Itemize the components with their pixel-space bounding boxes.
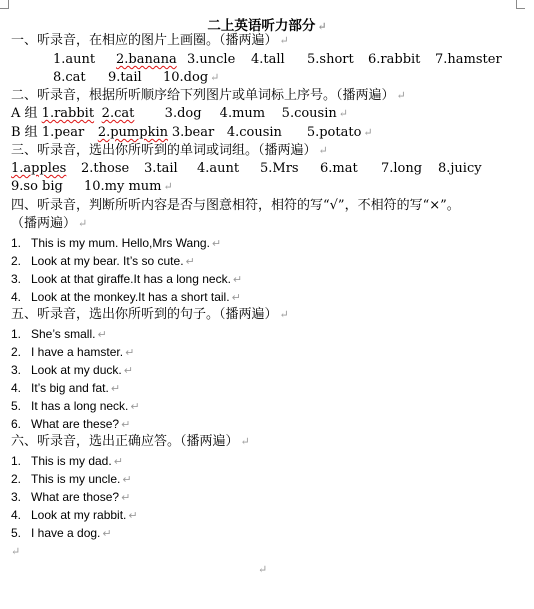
item-text: She’s small. [31,327,96,341]
paragraph-mark: ↵ [121,492,131,504]
item-number: 3. [11,363,22,377]
paragraph-mark: ↵ [279,308,289,321]
word-item: 2.pumpkin [97,125,168,140]
word-item: 10.dog [163,70,209,85]
item-number: 2. [11,254,22,268]
word-item: 6.mat [320,161,358,176]
list-item [11,252,195,271]
word-item: 5.short [307,52,354,67]
section-2-heading [11,87,406,105]
word-item: 6.rabbit [368,52,421,67]
word-item: 5.potato [306,125,362,140]
item-number: 1. [11,327,22,341]
item-number: 2. [11,472,22,486]
section-1-row-2 [53,69,219,87]
word-item: 7.long [381,161,423,176]
section-2-group-a [11,105,348,123]
section-heading-text: 一、听录音，在相应的图片上画圈。（播两遍） [11,33,278,48]
paragraph-mark: ↵ [185,256,195,268]
group-label: A 组 [11,106,38,121]
word-item: 4.mum [219,106,266,121]
word-item: 10.my mum [84,179,162,194]
item-number: 1. [11,454,22,468]
paragraph-mark: ↵ [130,401,140,413]
section-3-row-1 [11,160,482,178]
paragraph-mark: ↵ [240,435,250,448]
item-text: It has a long neck. [31,399,129,413]
item-text: Look at my rabbit. [31,508,127,522]
page-corner-top-left [0,0,9,9]
section-heading-text: 二、听录音，根据所听顺序给下列图片或单词标上序号。（播两遍） [11,88,395,103]
word-item: 2.banana [116,52,177,67]
word-item: 3.tail [144,161,178,176]
word-item: 3.dog [164,106,202,121]
section-heading-text: 三、听录音，选出你所听到的单词或词组。（播两遍） [11,143,317,158]
paragraph-mark: ↵ [78,217,88,230]
item-number: 4. [11,508,22,522]
list-item [11,234,221,253]
item-number: 3. [11,490,22,504]
paragraph-mark: ↵ [122,474,132,486]
section-1-heading [11,32,289,50]
section-3-row-2 [11,178,173,196]
paragraph-mark: ↵ [363,126,373,139]
item-number: 6. [11,417,22,431]
section-heading-text: （播两遍） [11,216,77,231]
paragraph-mark: ↵ [125,347,135,359]
page-corner-top-right [516,0,525,9]
section-6-heading [11,433,250,451]
section-4-heading-continued [11,215,87,233]
paragraph-mark: ↵ [121,419,131,431]
paragraph-mark: ↵ [231,292,241,304]
item-text: This is my mum. Hello,Mrs Wang. [31,236,210,250]
word-item: 5.Mrs [260,161,299,176]
section-3-heading [11,142,328,160]
item-number: 3. [11,272,22,286]
list-item [11,270,242,289]
list-item [11,361,133,380]
item-number: 5. [11,399,22,413]
item-number: 4. [11,290,22,304]
item-number: 2. [11,345,22,359]
paragraph-mark: ↵ [102,528,112,540]
item-text: What are these? [31,417,120,431]
section-2-group-b [11,124,373,142]
list-item [11,488,130,507]
document-title-text: 二上英语听力部分 [207,18,316,34]
word-item: 8.cat [53,70,86,85]
word-item: 9.so big [11,179,63,194]
word-item: 4.cousin [226,125,282,140]
item-text: I have a hamster. [31,345,124,359]
list-item [11,506,138,525]
section-heading-text: 五、听录音，选出你所听到的句子。（播两遍） [11,307,278,322]
item-text: Look at my bear. It’s so cute. [31,254,184,268]
list-item [11,470,132,489]
item-text: What are those? [31,490,120,504]
paragraph-mark: ↵ [163,180,173,193]
item-text: Look at my duck. [31,363,122,377]
word-item: 3.uncle [187,52,236,67]
word-item: 9.tail [108,70,142,85]
word-item: 2.cat [101,106,135,121]
paragraph-mark: ↵ [113,456,123,468]
item-number: 5. [11,526,22,540]
paragraph-mark: ↵ [317,20,327,33]
word-item: 1.aunt [53,52,96,67]
paragraph-mark: ↵ [11,545,21,558]
word-item: 5.cousin [281,106,337,121]
item-number: 4. [11,381,22,395]
paragraph-mark: ↵ [211,238,222,250]
item-text: It’s big and fat. [31,381,109,395]
list-item [11,343,134,362]
paragraph-mark: ↵ [210,71,220,84]
word-item: 2.those [81,161,130,176]
paragraph-mark: ↵ [110,383,121,395]
paragraph-mark: ↵ [338,107,348,120]
item-text: I have a dog. [31,526,101,540]
item-number: 1. [11,236,22,250]
word-item: 7.hamster [435,52,502,67]
list-item [11,325,107,344]
paragraph-mark: ↵ [258,563,268,576]
item-text: This is my uncle. [31,472,121,486]
word-item: 1.pear [41,125,85,140]
item-text: This is my dad. [31,454,112,468]
section-1-row-1 [53,51,502,69]
document-title [0,14,534,34]
list-item [11,415,130,434]
paragraph-mark: ↵ [232,274,243,286]
paragraph-mark: ↵ [318,144,328,157]
section-heading-text: 四、听录音，判断所听内容是否与图意相符，相符的写“√”，不相符的写“×”。 [11,198,460,213]
section-4-heading [11,197,460,215]
paragraph-mark: ↵ [128,510,138,522]
section-heading-text: 六、听录音，选出正确应答。（播两遍） [11,434,239,449]
group-label: B 组 [11,125,38,140]
word-item: 1.rabbit [41,106,95,121]
item-text: Look at that giraffe.It has a long neck. [31,272,231,286]
paragraph-mark: ↵ [97,329,107,341]
word-item: 4.tall [251,52,285,67]
list-item [11,524,112,543]
list-item [11,379,120,398]
paragraph-mark: ↵ [279,34,289,47]
list-item [11,452,123,471]
word-item: 4.aunt [197,161,240,176]
list-item [11,397,140,416]
paragraph-mark: ↵ [123,365,133,377]
word-item: 1.apples [11,161,67,176]
word-item: 8.juicy [438,161,482,176]
item-text: Look at the monkey.It has a short tail. [31,290,230,304]
paragraph-mark: ↵ [396,89,406,102]
list-item [11,288,241,307]
word-item: 3.bear [171,125,215,140]
section-5-heading [11,306,289,324]
